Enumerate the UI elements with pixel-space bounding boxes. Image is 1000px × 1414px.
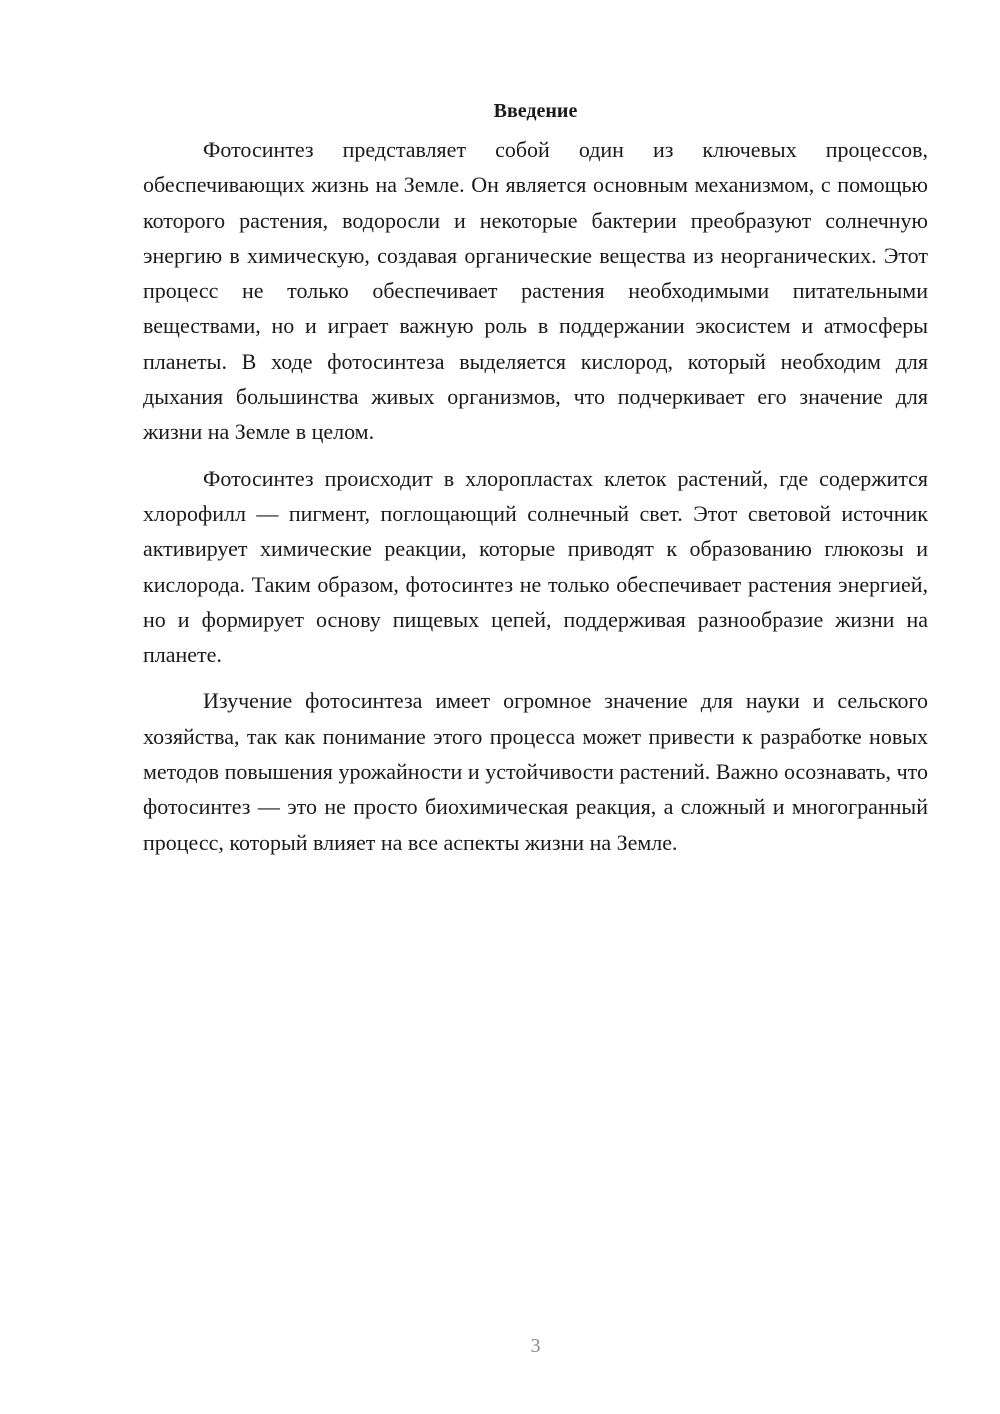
paragraph-3: Изучение фотосинтеза имеет огромное значение для науки и сельского хозяйства, так как понимание этого процесса может привести к разработке новых методов повышения урожайности и устойчивости растений. Важно осознавать, что фотосинтез — это не просто биохимическая реакция, а сложный и многогранный процесс, который влияет на все аспекты жизни на Земле. [143,688,928,855]
paragraph-1: Фотосинтез представляет собой один из ключевых процессов, обеспечивающих жизнь на Земле. Он является основным механизмом, с помощью которого растения, водоросли и некоторые бактерии преобразуют солнечную энергию в химическую, создавая органические вещества из неорганических. Этот процесс не только обеспечивает растения необходимыми питательными веществами, но и играет важную роль в поддержании экосистем и атмосферы планеты. В ходе фотосинтеза выделяется кислород, который необходим для дыхания большинства живых организмов, что подчеркивает его значение для жизни на Земле в целом. [143,137,928,445]
paragraph-2: Фотосинтез происходит в хлоропластах клеток растений, где содержится хлорофилл — пигмент, поглощающий солнечный свет. Этот световой источник активирует химические реакции, которые приводят к образованию глюкозы и кислорода. Таким образом, фотосинтез не только обеспечивает растения энергией, но и формирует основу пищевых цепей, поддерживая разнообразие жизни на планете. [143,465,928,668]
page-number: 3 [530,1335,541,1357]
section-heading: Введение [493,100,578,122]
page-content [143,96,928,860]
